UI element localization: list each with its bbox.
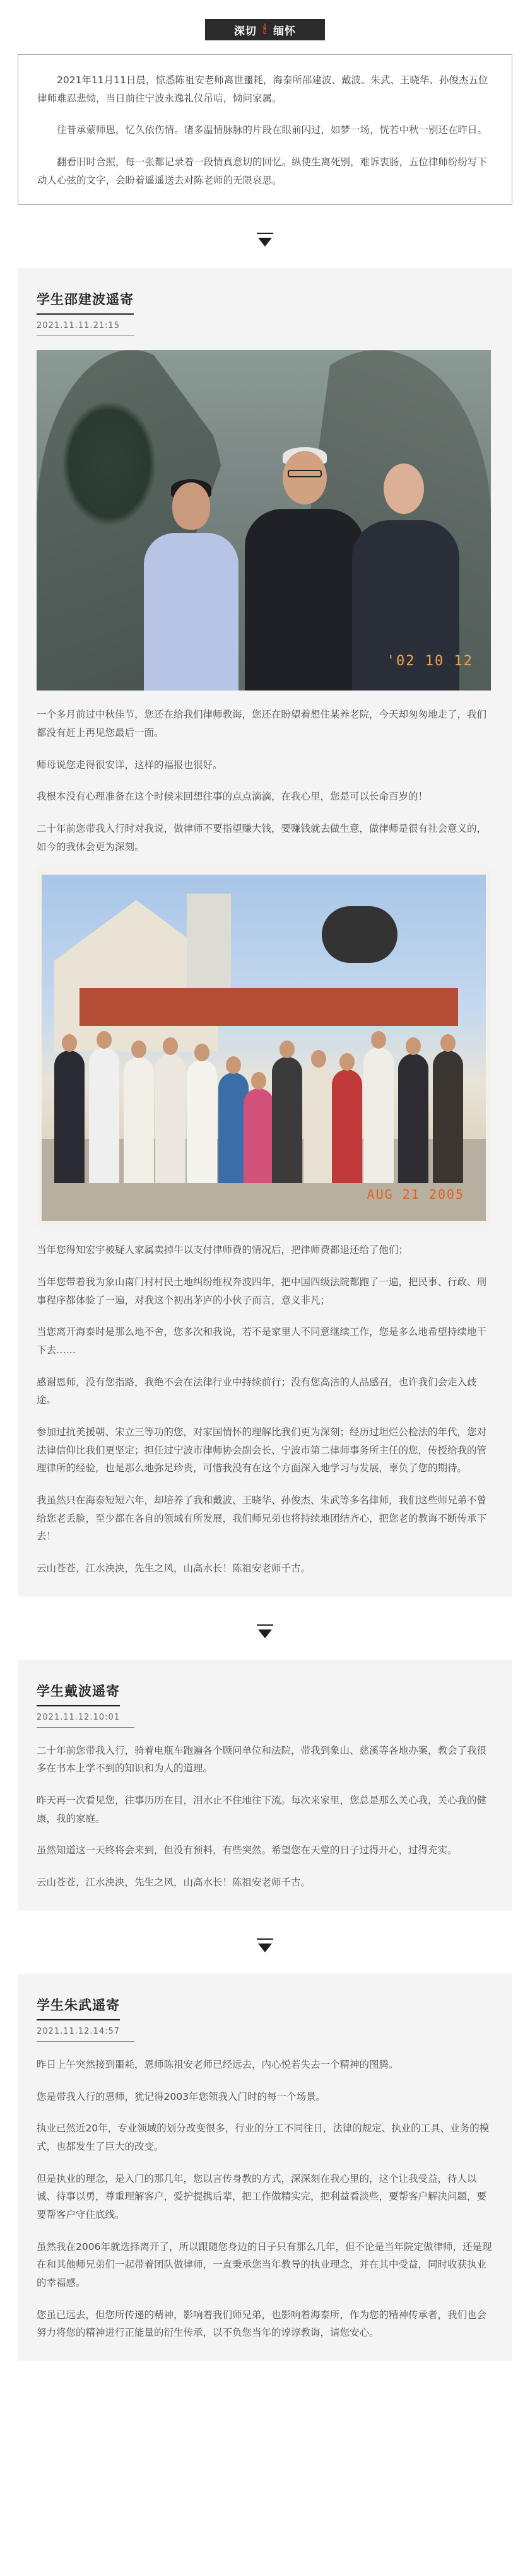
- photo-date-stamp: '02 10 12: [386, 653, 473, 670]
- candle-icon: 🕯: [262, 23, 268, 37]
- tribute-paragraph: 但是执业的理念，是入门的那几年，您以言传身教的方式，深深刻在我心里的，这个让我受益，待人以诚、待事以勇，尊重理解客户，爱护提携后辈，把工作做精实完，把利益看淡些，要帮客户解决问题，要要帮客户守住底线。: [37, 2172, 487, 2220]
- tribute-paragraph: 二十年前您带我入行时对我说，做律师不要指望赚大钱，要赚钱就去做生意，做律师是很有社会意义的，如今的我体会更为深刻。: [37, 823, 487, 853]
- section-title: 学生戴波遥寄: [37, 1681, 120, 1706]
- tribute-paragraph: 昨日上午突然接到噩耗，恩师陈祖安老师已经远去，内心悦若失去一个精神的图腾。: [37, 2058, 399, 2070]
- group-outing-photo: [37, 870, 491, 1226]
- date-underline: [37, 335, 134, 336]
- section-title: 学生邵建波遥寄: [37, 289, 134, 315]
- section-divider-icon: [258, 1944, 272, 1952]
- crowd-of-people: [54, 994, 471, 1183]
- tribute-paragraph: 二十年前您带我入行，骑着电瓶车跑遍各个顾问单位和法院，带我到象山、慈溪等各地办案，教会了我很多在书本上学不到的知识和为人的道理。: [37, 1744, 487, 1775]
- tribute-paragraph: 我根本没有心理准备在这个时候来回想往事的点点滴滴，在我心里，您是可以长命百岁的！: [37, 791, 428, 803]
- tribute-paragraph: 您是带我入行的恩师，犹记得2003年您领我入门时的每一个场景。: [37, 2090, 326, 2102]
- tribute-paragraph: 虽然知道这一天终将会来到，但没有预料，有些突然。希望您在天堂的日子过得开心，过得充实。: [37, 1845, 457, 1856]
- section-divider-icon: [258, 238, 272, 247]
- section-divider-icon: [258, 1629, 272, 1638]
- header-left-text: 深切: [233, 25, 257, 38]
- pine-tree: [62, 400, 156, 527]
- tribute-paragraph: 您虽已远去，但您所传递的精神，影响着我们师兄弟，也影响着海泰所，作为您的精神传承者，我们也会努力将您的精神进行正能量的衍生传承，以不负您当年的谆谆教诲，请您安心。: [37, 2309, 487, 2339]
- intro-box: [18, 54, 512, 205]
- tribute-section-shao: [18, 268, 512, 1596]
- tribute-paragraph: 云山苍苍，江水泱泱，先生之风，山高水长！陈祖安老师千古。: [37, 1563, 311, 1575]
- tribute-section-zhu: [18, 1974, 512, 2361]
- tribute-paragraph: 一个多月前过中秋佳节，您还在给我们律师教诲，您还在盼望着想住某养老院，今天却匆匆地走了，我们都没有赶上再见您最后一面。: [37, 709, 487, 739]
- header-right-text: 缅怀: [273, 25, 297, 38]
- tribute-paragraph: 参加过抗美援朝、宋立三等功的您，对家国情怀的理解比我们更为深刻；经历过坦烂公检法的年代，您对法律信仰比我们更坚定；担任过宁波市律师协会副会长、宁波市第二律师事务所主任的您，传授给我的管理律所的经验，也是那么地弥足珍贵，可惜我没有在这个方面深入地学习与发展，辜负了您的期待。: [37, 1426, 487, 1474]
- section-date: 2021.11.12.10:01: [37, 1712, 121, 1722]
- tribute-section-dai: [18, 1660, 512, 1911]
- intro-paragraph: 2021年11月11日晨，惊悉陈祖安老师离世噩耗，海泰所邵建波、戴波、朱武、王晓华、孙俊杰五位律师难忍悲恸，当日前往宁波永逸礼仪吊唁，恸问家属。: [37, 74, 488, 104]
- date-underline: [37, 2041, 134, 2042]
- tribute-paragraph: 当年您得知宏宇被疑人家属卖掉牛以支付律师费的情况后，把律师费都退还给了他们；: [37, 1244, 409, 1256]
- photo-date-stamp: AUG 21 2005: [367, 1187, 464, 1203]
- intro-paragraph: 翻看旧时合照，每一张都记录着一段情真意切的回忆。纵使生离死别，难诉衷肠，五位律师纷纷写下动人心弦的文字，会盼着遥遥送去对陈老师的无限哀思。: [37, 156, 488, 186]
- section-title: 学生朱武遥寄: [37, 1995, 120, 2020]
- tribute-paragraph: 执业已然近20年，专业领域的划分改变很多，行业的分工不同往日，法律的规定、执业的工具、业务的模式，也都发生了巨大的改变。: [37, 2123, 490, 2152]
- tribute-paragraph: 师母说您走得很安详，这样的福报也很好。: [37, 759, 223, 771]
- tribute-paragraph: 昨天再一次看见您，往事历历在目，泪水止不住地往下流。每次来家里，您总是那么关心我，关心我的健康，我的家庭。: [37, 1795, 487, 1824]
- memorial-page: [0, 19, 530, 2376]
- person-young-man: [144, 482, 238, 691]
- film-projector-sculpture: [322, 906, 398, 963]
- tribute-paragraph: 感谢恩师，没有您指路，我绝不会在法律行业中持续前行；没有您高洁的人品感召，也许我们会走入歧途。: [37, 1376, 477, 1406]
- tribute-paragraph: 虽然我在2006年就选择离开了，所以跟随您身边的日子只有那么几年，但不论是当年院定做律师，还是现在和其他师兄弟们一起带着团队做律师，一直秉承您当年教导的执业理念，并在其中受益，同时收获执业的幸福感。: [37, 2241, 492, 2288]
- section-date: 2021.11.11.21:15: [37, 321, 121, 331]
- intro-paragraph: 往昔承蒙师恩，忆久依伤情。诸多温情脉脉的片段在眼前闪过，如梦一场，恍若中秋一别还在昨日。: [57, 124, 488, 136]
- section-date: 2021.11.12.14:57: [37, 2026, 121, 2036]
- tribute-paragraph: 云山苍苍，江水泱泱，先生之风，山高水长！陈祖安老师千古。: [37, 1877, 311, 1889]
- mountain-group-photo: [37, 350, 491, 691]
- tribute-paragraph: 我虽然只在海泰短短六年，却培养了我和戴波、王晓华、孙俊杰、朱武等多名律师，我们这些师兄弟不曾给您老丢脸，至少都在各自的领域有所发展，我们师兄弟也将持续地团结齐心，把您老的教诲不断传承下去！: [37, 1495, 487, 1542]
- tribute-paragraph: 当您离开海泰时是那么地不舍，您多次和我说，若不是家里人不同意继续工作，您是多么地希望持续地干下去……: [37, 1326, 487, 1356]
- header-badge: [205, 19, 325, 40]
- date-underline: [37, 1727, 134, 1728]
- tribute-paragraph: 当年您带着我为象山南门村村民土地纠纷维权奔波四年，把中国四级法院都跑了一遍，把民事、行政、刑事程序都体验了一遍，对我这个初出茅庐的小伙子而言，意义非凡；: [37, 1276, 487, 1306]
- person-elder-teacher: [245, 451, 365, 691]
